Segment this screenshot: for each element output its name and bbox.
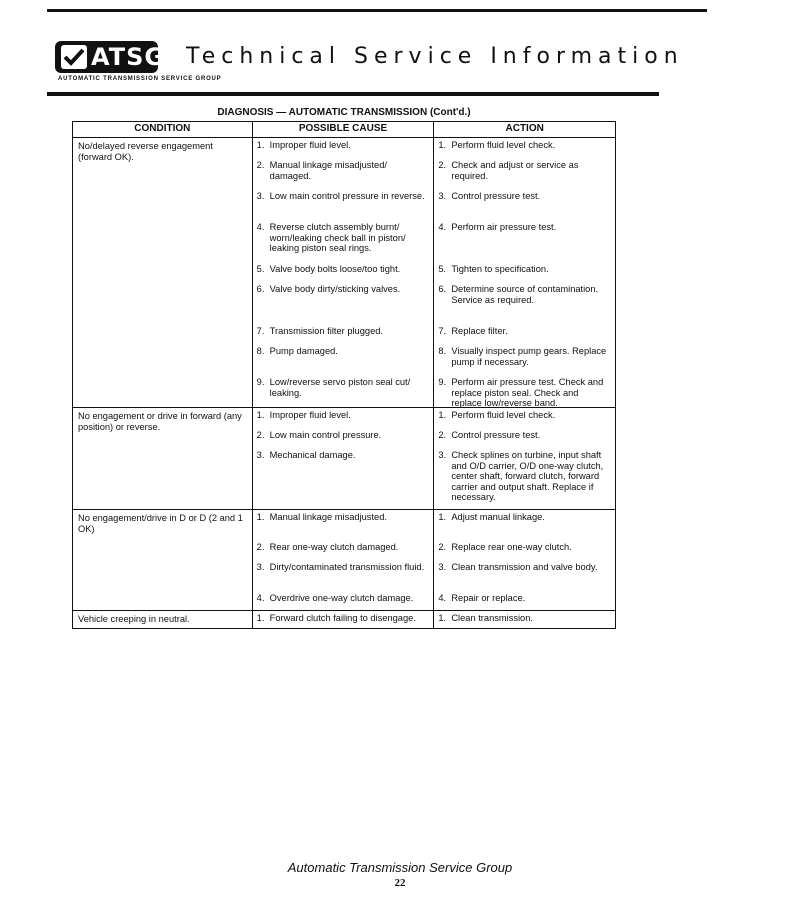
cause-cell [252,408,434,510]
action-item [434,282,615,324]
page-number: 22 [394,877,406,889]
cause-item [253,428,434,448]
action-item-text: Replace rear one-way clutch. [451,542,572,552]
action-item [434,189,615,220]
table-row [73,138,616,408]
action-item-text: Perform air pressure test. [451,222,557,232]
action-item [434,448,615,509]
action-item-number: 9. [438,377,447,387]
action-item-text: Clean transmission and valve body. [451,562,598,572]
condition-text: No engagement/drive in D or D (2 and 1 OK) [78,513,243,534]
cause-item [253,158,434,189]
cause-item-text: Low main control pressure. [269,430,382,440]
action-cell [434,408,616,510]
action-item-number: 3. [438,450,447,460]
condition-cell [73,611,253,629]
table-row [73,408,616,510]
cause-item-number: 3. [256,562,265,572]
action-item-text: Replace filter. [451,326,508,336]
action-item-text: Repair or replace. [451,593,526,603]
action-item [434,220,615,262]
condition-text: No engagement or drive in forward (any position) or reverse. [78,411,242,432]
cause-cell [252,510,434,611]
cause-item-text: Improper fluid level. [269,140,351,150]
cause-item-text: Low/reverse servo piston seal cut/ leaking. [269,377,411,398]
cause-item-number: 4. [256,222,265,232]
action-item-number: 2. [438,542,447,552]
cause-item-text: Mechanical damage. [269,450,356,460]
cause-item-text: Overdrive one-way clutch damage. [269,593,414,603]
action-item [434,540,615,560]
cause-item [253,591,434,610]
cause-item-number: 3. [256,191,265,201]
column-header-action: ACTION [434,122,616,138]
condition-cell [73,138,253,408]
action-item-number: 1. [438,140,447,150]
condition-cell [73,408,253,510]
footer-group-name: Automatic Transmission Service Group [287,860,513,875]
cause-item-text: Rear one-way clutch damaged. [269,542,399,552]
action-item-number: 1. [438,410,447,420]
table-title: DIAGNOSIS — AUTOMATIC TRANSMISSION (Cont'd.) [217,107,471,118]
top-rule [47,9,707,12]
logo-text: ATSG [91,43,166,71]
action-item [434,138,615,158]
cause-item [253,138,434,158]
action-item-number: 1. [438,613,447,623]
action-item [434,560,615,591]
action-item-number: 4. [438,222,447,232]
action-item [434,510,615,540]
column-header-condition: CONDITION [73,122,253,138]
check-mark-icon [61,45,87,69]
table-row [73,611,616,629]
cause-item-number: 1. [256,140,265,150]
cause-item [253,344,434,375]
cause-item-text: Valve body dirty/sticking valves. [269,284,401,294]
cause-item [253,262,434,282]
diagnosis-table [72,121,616,629]
action-item-number: 5. [438,264,447,274]
cause-item-text: Transmission filter plugged. [269,326,383,336]
cause-item [253,220,434,262]
action-item-number: 4. [438,593,447,603]
cause-item-text: Valve body bolts loose/too tight. [269,264,401,274]
cause-item-number: 2. [256,160,265,170]
cause-item-number: 5. [256,264,265,274]
cause-cell [252,611,434,629]
action-item [434,611,615,627]
action-item-number: 3. [438,191,447,201]
cause-cell [252,138,434,408]
cause-item-text: Dirty/contaminated transmission fluid. [269,562,425,572]
action-item-text: Perform fluid level check. [451,410,556,420]
action-cell [434,611,616,629]
action-item-text: Perform fluid level check. [451,140,556,150]
action-item-number: 2. [438,430,447,440]
action-cell [434,510,616,611]
action-item-text: Check splines on turbine, input shaft and O/D carrier, O/D one-way clutch, center shaft, forward clutch, forward carrier and output shaft. Replace if necessary. [451,450,604,502]
action-item-text: Control pressure test. [451,191,541,201]
action-cell [434,138,616,408]
table-row [73,510,616,611]
action-item [434,324,615,344]
action-item-text: Control pressure test. [451,430,541,440]
action-item [434,344,615,375]
cause-item-text: Low main control pressure in reverse. [269,191,425,201]
cause-item-text: Improper fluid level. [269,410,351,420]
condition-text: No/delayed reverse engagement (forward OK). [78,141,213,162]
action-item-text: Perform air pressure test. Check and replace piston seal. Check and replace low/reverse band. [451,377,604,408]
cause-item [253,510,434,540]
action-item-number: 1. [438,512,447,522]
action-item-text: Visually inspect pump gears. Replace pump if necessary. [451,346,607,367]
action-item-text: Tighten to specification. [451,264,549,274]
logo-tagline: AUTOMATIC TRANSMISSION SERVICE GROUP [58,76,222,82]
cause-item-number: 9. [256,377,265,387]
action-item [434,591,615,610]
cause-item [253,611,434,627]
cause-item-text: Manual linkage misadjusted/ damaged. [269,160,387,181]
cause-item [253,448,434,509]
cause-item [253,189,434,220]
cause-item-number: 1. [256,613,265,623]
cause-item-number: 2. [256,542,265,552]
cause-item-number: 3. [256,450,265,460]
action-item-text: Clean transmission. [451,613,533,623]
cause-item [253,282,434,324]
cause-item [253,375,434,407]
action-item [434,158,615,189]
cause-item-text: Reverse clutch assembly burnt/ worn/leaking check ball in piston/ leaking piston seal rings. [269,222,406,253]
cause-item-number: 1. [256,410,265,420]
condition-cell [73,510,253,611]
action-item-number: 8. [438,346,447,356]
condition-text: Vehicle creeping in neutral. [78,614,190,624]
cause-item [253,408,434,428]
cause-item-text: Forward clutch failing to disengage. [269,613,416,623]
cause-item-number: 2. [256,430,265,440]
logo-badge [55,41,166,73]
cause-item-number: 7. [256,326,265,336]
action-item-number: 2. [438,160,447,170]
cause-item-text: Pump damaged. [269,346,338,356]
action-item [434,375,615,407]
action-item-number: 7. [438,326,447,336]
atsg-logo [50,38,222,90]
cause-item-text: Manual linkage misadjusted. [269,512,387,522]
action-item-number: 3. [438,562,447,572]
page-title: Technical Service Information [186,44,684,69]
cause-item-number: 1. [256,512,265,522]
header-rule [47,92,659,96]
action-item-text: Check and adjust or service as required. [451,160,579,181]
action-item [434,262,615,282]
action-item [434,408,615,428]
cause-item [253,540,434,560]
action-item-text: Adjust manual linkage. [451,512,545,522]
cause-item [253,324,434,344]
action-item-number: 6. [438,284,447,294]
cause-item-number: 4. [256,593,265,603]
action-item [434,428,615,448]
cause-item [253,560,434,591]
cause-item-number: 8. [256,346,265,356]
action-item-text: Determine source of contamination. Service as required. [451,284,599,305]
cause-item-number: 6. [256,284,265,294]
column-header-possible-cause: POSSIBLE CAUSE [252,122,434,138]
